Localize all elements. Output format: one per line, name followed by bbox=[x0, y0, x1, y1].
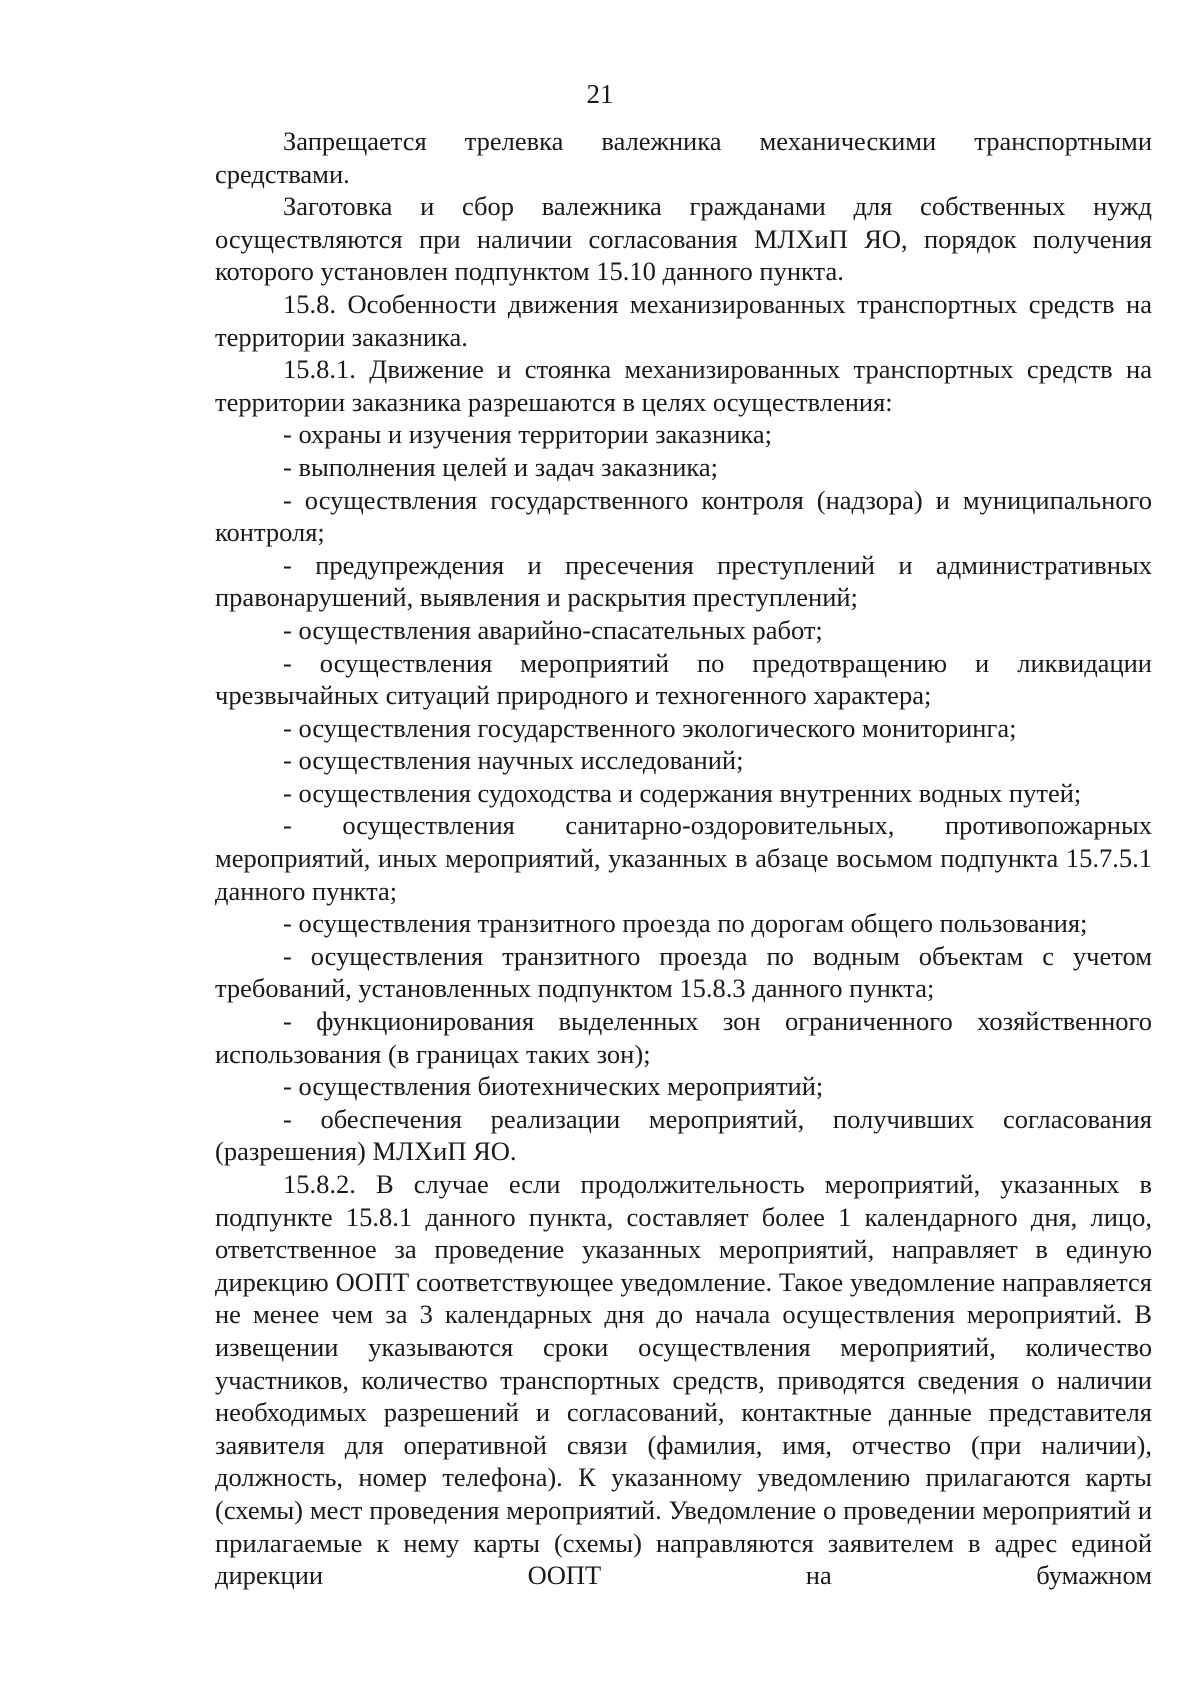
paragraph: - предупреждения и пресечения преступлений и административных правонарушений, выявления и раскрытия преступлений; bbox=[215, 549, 1152, 613]
paragraph: - функционирования выделенных зон ограниченного хозяйственного использования (в границах таких зон); bbox=[215, 1006, 1152, 1069]
paragraph: - осуществления научных исследований; bbox=[283, 745, 744, 776]
paragraph: 15.8.2. В случае если продолжительность мероприятий, указанных в подпункте 15.8.1 данного пункта, составляет более 1 календарного дня, лицо, ответственное за проведение указанных мероприятий, направляет в единую дирекцию ООПТ соответствующее уведомление. Такое уведомление направляется не менее чем за 3 календарных дня до начала осуществления мероприятий. В извещении указываются сроки осуществления мероприятий, количество участников, количество транспортных средств, приводятся сведения о наличии необходимых разрешений и согласований, контактные данные представителя заявителя для оперативной связи (фамилия, имя, отчество (при наличии), должность, номер телефона). К указанному уведомлению прилагаются карты (схемы) мест проведения мероприятий. Уведомление о проведении мероприятий и прилагаемые к нему карты (схемы) направляются заявителем в адрес единой дирекции ООПТ на бумажном bbox=[215, 1169, 1152, 1591]
paragraph: - охраны и изучения территории заказника; bbox=[283, 419, 772, 450]
paragraph: - осуществления биотехнических мероприятий; bbox=[283, 1071, 824, 1102]
paragraph: Запрещается трелевка валежника механическими транспортными средствами. bbox=[215, 126, 1152, 189]
paragraph: - выполнения целей и задач заказника; bbox=[283, 451, 718, 482]
paragraph: - обеспечения реализации мероприятий, получивших согласования (разрешения) МЛХиП ЯО. bbox=[215, 1103, 1152, 1167]
paragraph: - осуществления аварийно-спасательных работ; bbox=[283, 614, 823, 645]
paragraph: - осуществления государственного контроля (надзора) и муниципального контроля; bbox=[215, 484, 1152, 548]
paragraph: - осуществления государственного экологического мониторинга; bbox=[283, 712, 1017, 743]
paragraph: 15.8.1. Движение и стоянка механизированных транспортных средств на территории заказника разрешаются в целях осуществления: bbox=[215, 354, 1152, 417]
paragraph: - осуществления санитарно-оздоровительных, противопожарных мероприятий, иных мероприятий, указанных в абзаце восьмом подпункта 15.7.5.1 данного пункта; bbox=[215, 810, 1152, 906]
paragraph: - осуществления судоходства и содержания внутренних водных путей; bbox=[283, 777, 1082, 808]
paragraph: - осуществления мероприятий по предотвращению и ликвидации чрезвычайных ситуаций природного и техногенного характера; bbox=[215, 647, 1152, 711]
paragraph: - осуществления транзитного проезда по водным объектам с учетом требований, установленных подпунктом 15.8.3 данного пункта; bbox=[215, 940, 1152, 1004]
document-body bbox=[215, 125, 1152, 1592]
paragraph: 15.8. Особенности движения механизированных транспортных средств на территории заказника. bbox=[215, 288, 1152, 352]
paragraph: Заготовка и сбор валежника гражданами для собственных нужд осуществляются при наличии согласования МЛХиП ЯО, порядок получения которого установлен подпунктом 15.10 данного пункта. bbox=[215, 191, 1152, 287]
page-number: 21 bbox=[586, 79, 614, 109]
paragraph: - осуществления транзитного проезда по дорогам общего пользования; bbox=[283, 908, 1088, 939]
